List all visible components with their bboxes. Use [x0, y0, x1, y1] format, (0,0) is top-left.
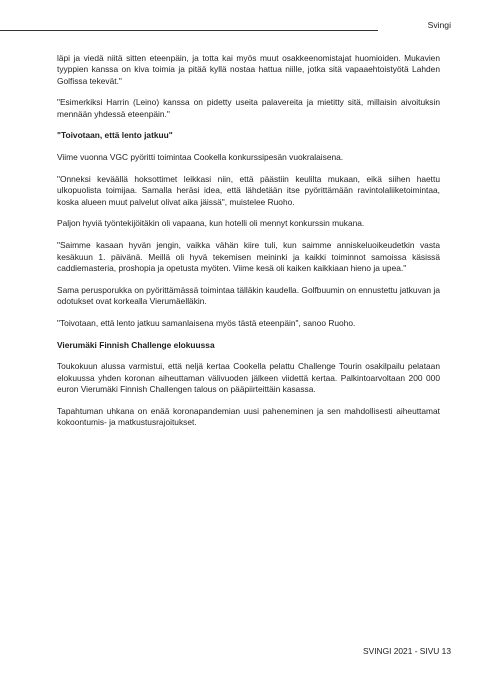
article-body: [57, 53, 440, 439]
subheading: "Toivotaan, että lento jatkuu": [57, 130, 173, 141]
paragraph: "Toivotaan, että lento jatkuu samanlaisena myös tästä eteenpäin", sanoo Ruoho.: [57, 317, 356, 328]
magazine-title: Svingi: [427, 20, 451, 30]
paragraph: Viime vuonna VGC pyöritti toimintaa Cookella konkurssipesän vuokralaisena.: [57, 152, 344, 163]
paragraph: Tapahtuman uhkana on enää koronapandemian uusi paheneminen ja sen mahdollisesti aiheuttamat kokoontumis- ja matkustusrajoitukset.: [57, 405, 440, 428]
paragraph: läpi ja viedä niitä sitten eteenpäin, ja totta kai myös muut osakkeenomistajat huomioiden. Mukavien tyyppien kanssa on kiva toimia ja pitää kyllä nostaa hattua niille, jotka sitä vapaaehtoistyötä Lahden Golfissa tekevät.": [57, 53, 440, 86]
paragraph: "Saimme kasaan hyvän jengin, vaikka vähän kiire tuli, kun saimme anniskeluoikeudetkin vasta kesäkuun 1. päivänä. Meillä oli hyvä tekemisen meininki ja kaikki toiminnot samoissa käsissä caddiemasteria, proshopia ja opetusta myöten. Viime kesä oli kaiken kaikkiaan hieno ja upea.": [57, 240, 440, 273]
paragraph: "Esimerkiksi Harrin (Leino) kanssa on pidetty useita palavereita ja mietitty sitä, millaisin aivoituksin mennään yhdessä eteenpäin.": [57, 97, 440, 119]
paragraph: Sama perusporukka on pyörittämässä toimintaa tälläkin kaudella. Golfbuumin on ennustettu jatkuvan ja odotukset ovat korkealla Vierumäelläkin.: [57, 284, 440, 306]
paragraph: Toukokuun alussa varmistui, että neljä kertaa Cookella pelattu Challenge Tourin osakilpailu pelataan elokuussa yhden koronan aiheuttaman välivuoden jälkeen viidettä kertaa. Palkintoarvoltaan 200 000 euron Vierumäki Finnish Challengen talous on pääpiirteittäin kasassa.: [57, 361, 440, 394]
subheading: Vierumäki Finnish Challenge elokuussa: [57, 339, 215, 350]
paragraph: "Onneksi keväällä hoksottimet leikkasi niin, että päästiin keulilta mukaan, eikä siihen haettu ulkopuolista toimijaa. Samalla heräsi idea, että lähdetään itse pyörittämään ravintolaliiketoimintaa, koska alueen muut palvelut olivat aika jäissä", muistelee Ruoho.: [57, 174, 440, 207]
paragraph: Paljon hyviä työntekijöitäkin oli vapaana, kun hotelli oli mennyt konkurssin mukana.: [57, 218, 365, 229]
page-number: SVINGI 2021 - SIVU 13: [363, 646, 451, 656]
header-rule: [0, 30, 378, 31]
